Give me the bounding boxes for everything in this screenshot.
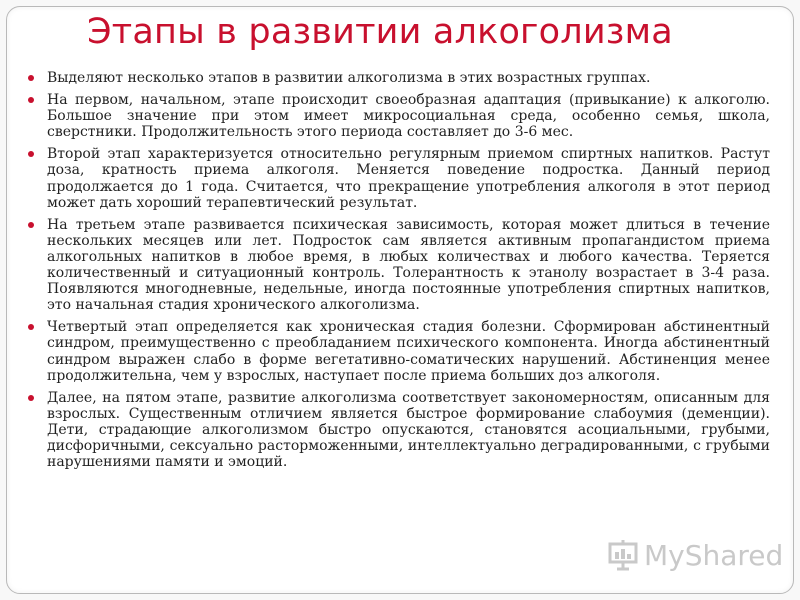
bullet-dot-icon [28, 395, 34, 401]
bullet-text: Выделяют несколько этапов в развитии алкоголизма в этих возрастных группах. [47, 70, 651, 86]
watermark-text: MyShared [644, 538, 784, 572]
bullet-item [27, 217, 770, 314]
bullet-item [27, 390, 770, 470]
bullet-list [27, 70, 770, 476]
bullet-item [27, 319, 770, 383]
bullet-item [27, 70, 770, 86]
slide-title: Этапы в развитии алкоголизма [87, 12, 673, 52]
myshared-watermark [606, 536, 783, 574]
bullet-dot-icon [28, 97, 34, 103]
bullet-text: На первом, начальном, этапе происходит своеобразная адаптация (привыкание) к алкоголю. Большое значение при этом имеет микросоциальная среда, особенно семья, школа, сверстники. Продолжительность этого периода составляет до 3-6 мес. [47, 92, 770, 141]
bullet-dot-icon [28, 151, 34, 157]
presentation-board-icon [606, 538, 640, 572]
bullet-dot-icon [28, 222, 34, 228]
bullet-text: Второй этап характеризуется относительно регулярным приемом спиртных напитков. Растут доза, кратность приема алкоголя. Меняется поведение подростка. Данный период продолжается до 1 года. Считается, что прекращение употребления алкоголя в этот период может дать хороший терапевтический результат. [47, 146, 770, 211]
bullet-item [27, 146, 770, 210]
bullet-text: Четвертый этап определяется как хроническая стадия болезни. Сформирован абстинентный синдром, преимущественно с преобладанием психического компонента. Иногда абстинентный синдром выражен слабо в форме вегетативно-соматических нарушений. Абстиненция менее продолжительна, чем у взрослых, наступает после приема больших доз алкоголя. [47, 319, 770, 384]
bullet-item [27, 92, 770, 140]
bullet-text: На третьем этапе развивается психическая зависимость, которая может длиться в течение нескольких месяцев или лет. Подросток сам является активным пропагандистом приема алкогольных напитков в любое время, в любых количествах и любого качества. Теряется количественный и ситуационный контроль. Толерантность к этанолу возрастает в 3-4 раза. Появляются многодневные, недельные, иногда постоянные употребления спиртных напитков, это начальная стадия хронического алкоголизма. [47, 216, 770, 314]
bullet-dot-icon [28, 75, 34, 81]
bullet-text: Далее, на пятом этапе, развитие алкоголизма соответствует закономерностям, описанным для взрослых. Существенным отличием является быстрое формирование слабоумия (деменции). Дети, страдающие алкоголизмом быстро опускаются, становятся асоциальными, грубыми, дисфоричными, сексуально расторможенными, интеллектуально деградированными, с грубыми нарушениями памяти и эмоций. [47, 389, 770, 471]
bullet-dot-icon [28, 324, 34, 330]
